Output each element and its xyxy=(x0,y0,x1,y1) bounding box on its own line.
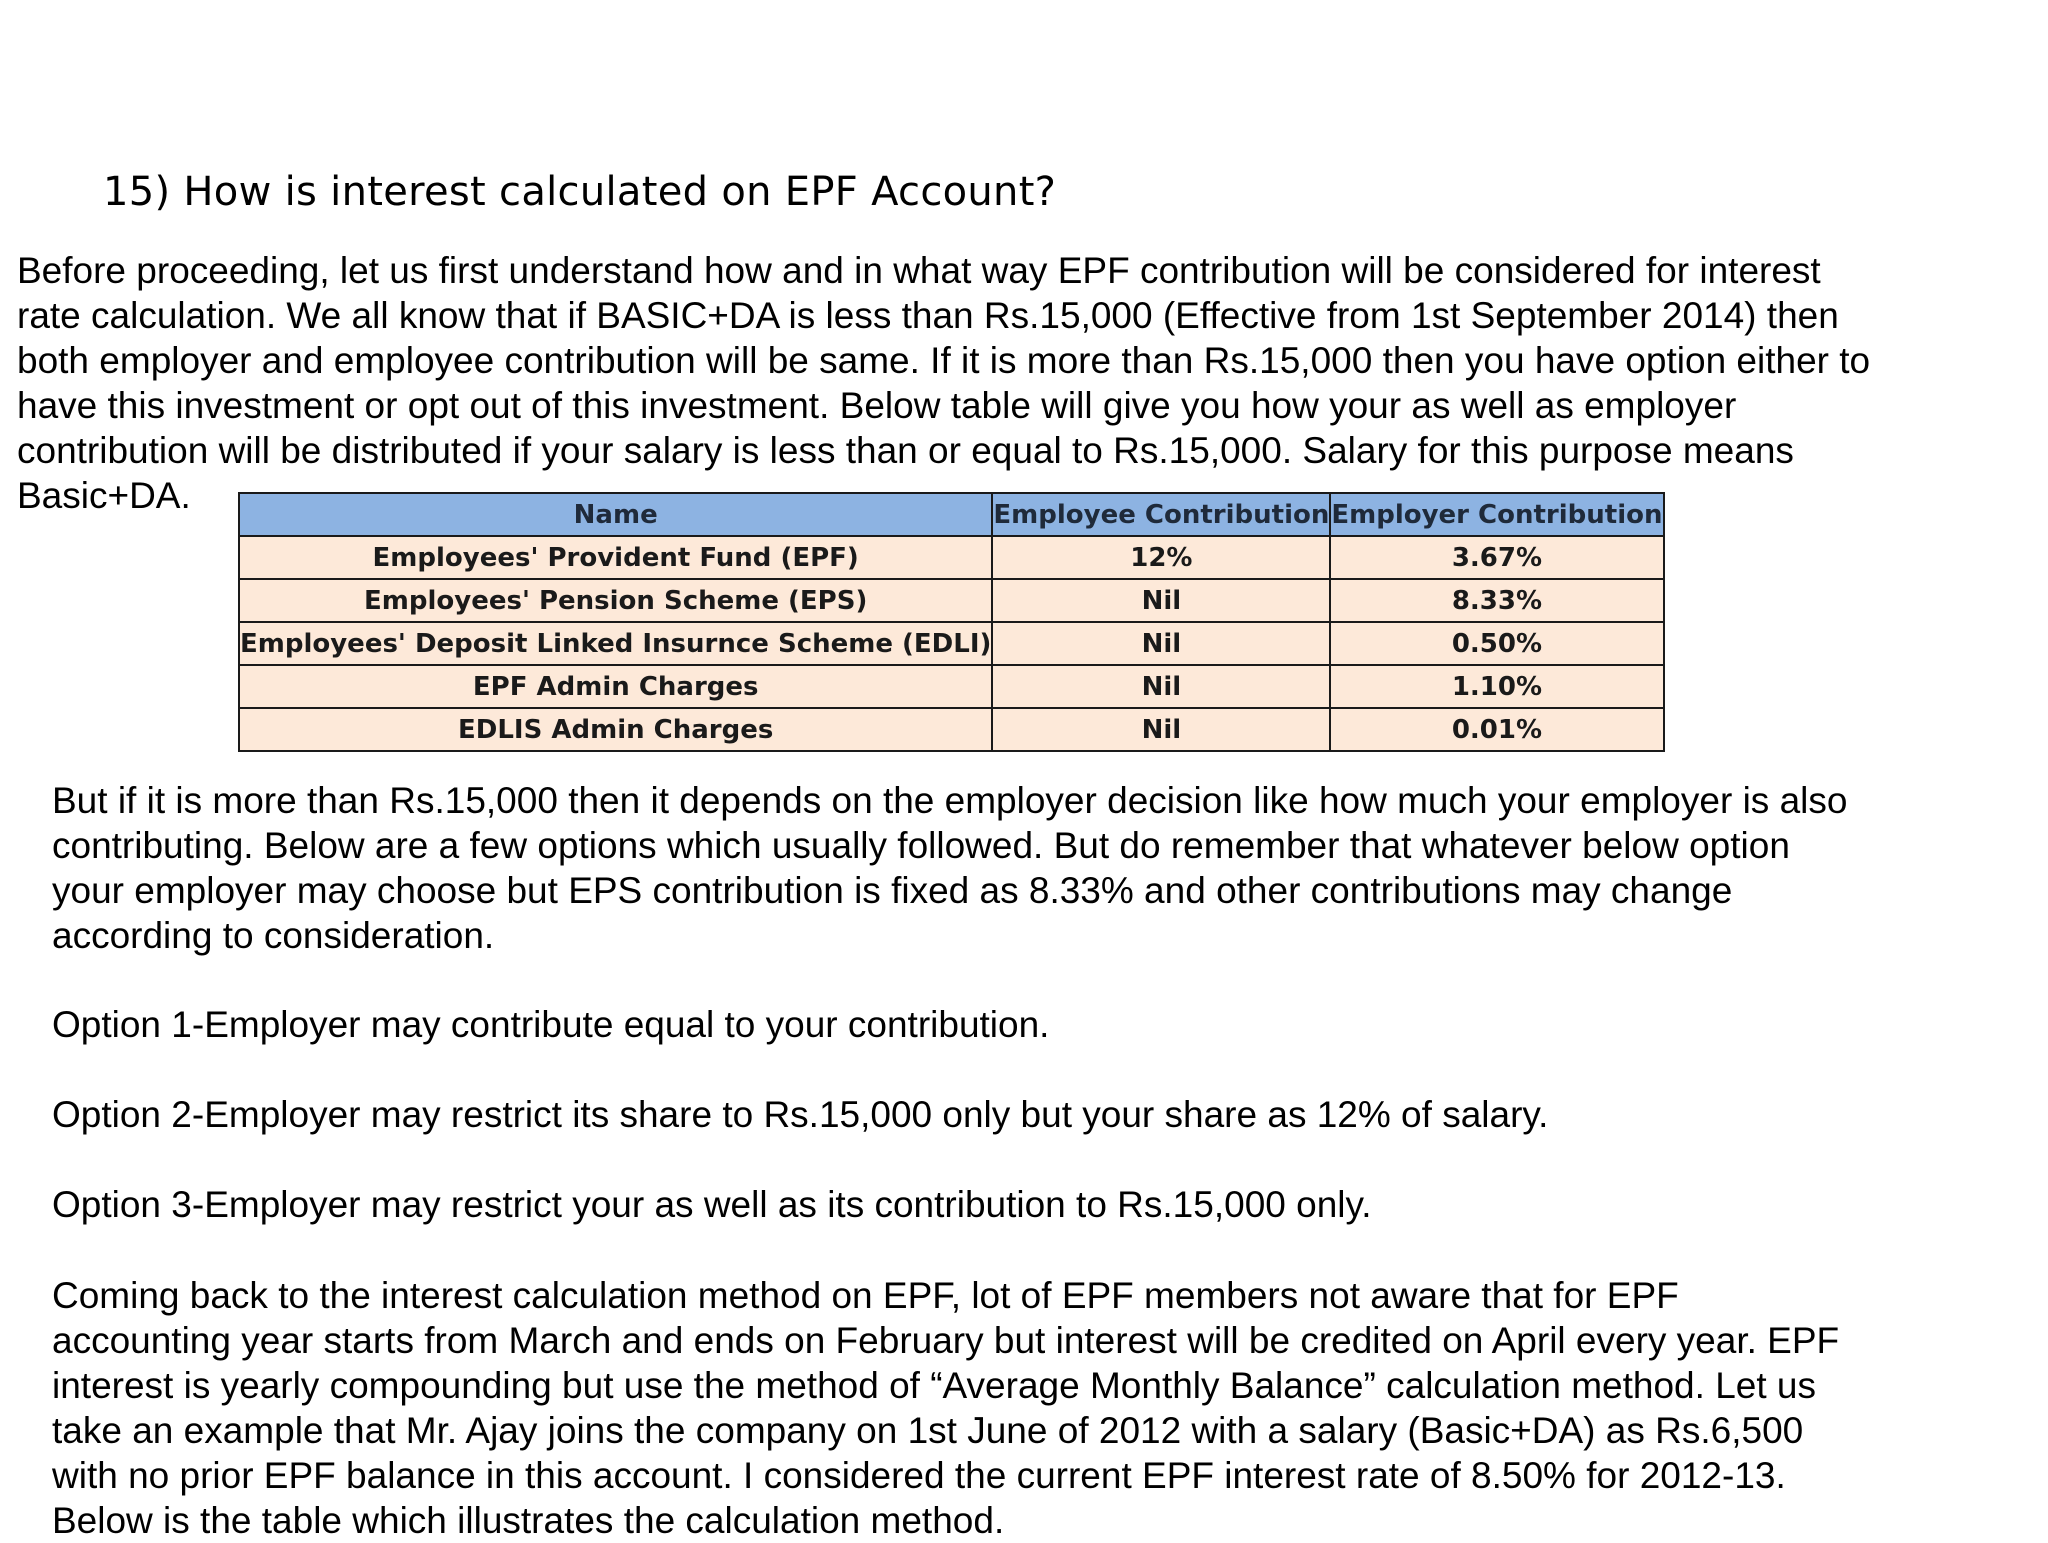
cell-employer: 3.67% xyxy=(1330,536,1663,579)
intro-line: rate calculation. We all know that if BASIC+DA is less than Rs.15,000 (Effective from 1st September 2014) then xyxy=(17,295,1839,336)
text-line: But if it is more than Rs.15,000 then it depends on the employer decision like how much your employer is also xyxy=(52,780,1848,821)
text-line: accounting year starts from March and ends on February but interest will be credited on April every year. EPF xyxy=(52,1320,1840,1361)
cell-employee: Nil xyxy=(992,708,1330,751)
cell-employer: 1.10% xyxy=(1330,665,1663,708)
cell-name: Employees' Pension Scheme (EPS) xyxy=(239,579,992,622)
option-3: Option 3-Employer may restrict your as well as its contribution to Rs.15,000 only. xyxy=(52,1184,1372,1225)
options-intro-paragraph xyxy=(52,778,1847,958)
cell-employee: Nil xyxy=(992,579,1330,622)
header-employee-contribution: Employee Contribution xyxy=(992,493,1330,536)
text-line: with no prior EPF balance in this account. I considered the current EPF interest rate of 8.50% for 2012-13. xyxy=(52,1455,1786,1496)
text-line: interest is yearly compounding but use the method of “Average Monthly Balance” calculation method. Let us xyxy=(52,1365,1816,1406)
text-line: Coming back to the interest calculation method on EPF, lot of EPF members not aware that for EPF xyxy=(52,1275,1679,1316)
cell-name: Employees' Deposit Linked Insurnce Scheme (EDLI) xyxy=(239,622,992,665)
intro-line: contribution will be distributed if your salary is less than or equal to Rs.15,000. Salary for this purpose means xyxy=(17,430,1794,471)
cell-employer: 0.01% xyxy=(1330,708,1663,751)
text-line: take an example that Mr. Ajay joins the company on 1st June of 2012 with a salary (Basic+DA) as Rs.6,500 xyxy=(52,1410,1804,1451)
intro-paragraph xyxy=(17,248,1870,518)
table-header-row xyxy=(239,493,1664,536)
contribution-table xyxy=(238,492,1665,752)
table-row xyxy=(239,622,1664,665)
intro-line: have this investment or opt out of this investment. Below table will give you how your as well as employer xyxy=(17,385,1737,426)
question-heading: 15) How is interest calculated on EPF Account? xyxy=(103,169,1057,215)
text-line: Below is the table which illustrates the calculation method. xyxy=(52,1500,1005,1541)
option-1: Option 1-Employer may contribute equal to your contribution. xyxy=(52,1004,1050,1045)
intro-line: both employer and employee contribution will be same. If it is more than Rs.15,000 then you have option either to xyxy=(17,340,1871,381)
cell-name: EDLIS Admin Charges xyxy=(239,708,992,751)
cell-employee: 12% xyxy=(992,536,1330,579)
table-row xyxy=(239,536,1664,579)
intro-line: Before proceeding, let us first understand how and in what way EPF contribution will be considered for interest xyxy=(17,250,1821,291)
text-line: your employer may choose but EPS contribution is fixed as 8.33% and other contributions may change xyxy=(52,870,1733,911)
cell-employee: Nil xyxy=(992,665,1330,708)
option-2: Option 2-Employer may restrict its share to Rs.15,000 only but your share as 12% of salary. xyxy=(52,1094,1549,1135)
method-paragraph xyxy=(52,1273,1839,1543)
text-line: contributing. Below are a few options which usually followed. But do remember that whatever below option xyxy=(52,825,1790,866)
cell-employer: 8.33% xyxy=(1330,579,1663,622)
cell-employee: Nil xyxy=(992,622,1330,665)
cell-name: EPF Admin Charges xyxy=(239,665,992,708)
table-row xyxy=(239,708,1664,751)
cell-employer: 0.50% xyxy=(1330,622,1663,665)
intro-line: Basic+DA. xyxy=(17,475,191,516)
header-name: Name xyxy=(239,493,992,536)
header-employer-contribution: Employer Contribution xyxy=(1330,493,1663,536)
cell-name: Employees' Provident Fund (EPF) xyxy=(239,536,992,579)
table-row xyxy=(239,665,1664,708)
table-row xyxy=(239,579,1664,622)
text-line: according to consideration. xyxy=(52,915,495,956)
